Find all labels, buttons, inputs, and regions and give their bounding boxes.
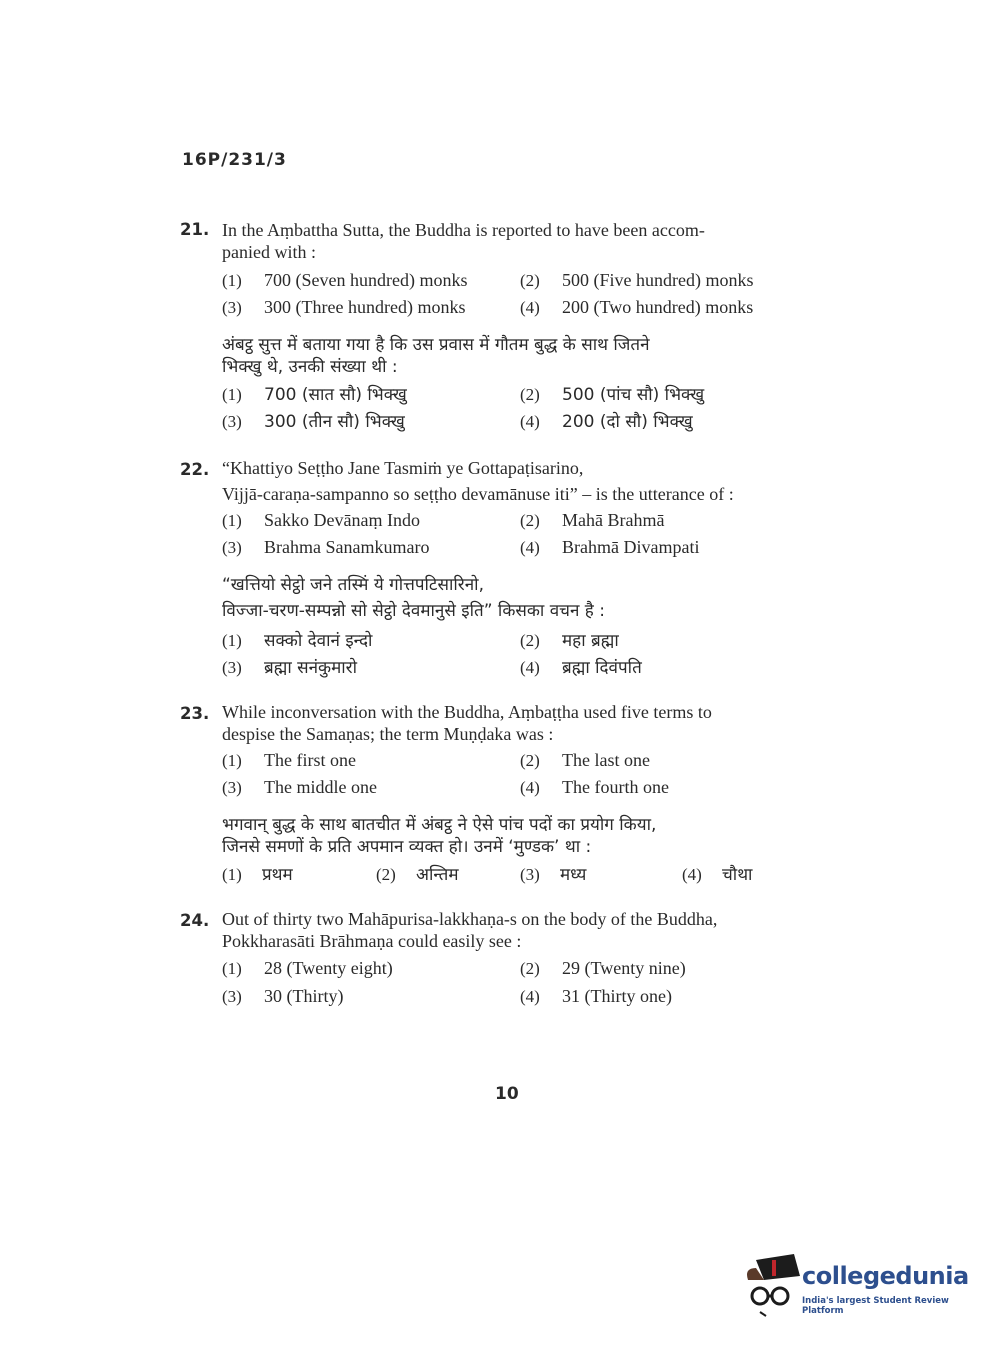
option-hi <box>520 655 642 678</box>
option-hi <box>520 628 619 651</box>
option-text: Brahma Sanamkumaro <box>264 537 430 557</box>
option-hi <box>520 862 586 885</box>
option-number: (1) <box>222 631 242 650</box>
question-text-en: While inconversation with the Buddha, Aṃbaṭṭha used five terms to <box>222 702 712 722</box>
question-text-en: panied with : <box>222 242 316 262</box>
option-en <box>520 297 753 318</box>
option-text: 500 (Five hundred) monks <box>562 270 754 290</box>
option-hi <box>222 862 293 885</box>
option-number: (1) <box>222 865 242 884</box>
option-text: 700 (सात सौ) भिक्खु <box>264 385 407 405</box>
question-text-en: despise the Samaṇas; the term Muṇḍaka was : <box>222 724 554 744</box>
option-hi <box>682 862 752 885</box>
option-text: The last one <box>562 750 650 770</box>
option-number: (3) <box>222 987 242 1006</box>
brand-tagline: India's largest Student Review Platform <box>802 1296 949 1316</box>
question-text-en: “Khattiyo Seṭṭho Jane Tasmiṁ ye Gottapaṭisarino, <box>222 458 584 478</box>
option-number: (1) <box>222 751 242 770</box>
question-text-en: Out of thirty two Mahāpurisa-lakkhaṇa-s on the body of the Buddha, <box>222 909 718 929</box>
option-en <box>222 958 393 979</box>
option-number: (2) <box>520 511 540 530</box>
option-hi <box>520 382 704 405</box>
option-number: (4) <box>520 298 540 317</box>
option-number: (3) <box>222 412 242 431</box>
option-hi <box>222 628 372 651</box>
option-hi <box>222 382 407 405</box>
mascot-icon <box>742 1250 802 1320</box>
option-en <box>520 750 650 771</box>
option-text: Mahā Brahmā <box>562 510 665 530</box>
option-number: (4) <box>520 778 540 797</box>
brand-name: collegedunia <box>802 1262 969 1290</box>
option-number: (1) <box>222 385 242 404</box>
option-text: प्रथम <box>262 865 293 885</box>
option-number: (1) <box>222 271 242 290</box>
option-text: अन्तिम <box>416 865 459 885</box>
option-text: The fourth one <box>562 777 669 797</box>
option-text: 500 (पांच सौ) भिक्खु <box>562 385 705 405</box>
option-number: (4) <box>520 987 540 1006</box>
option-en <box>520 958 686 979</box>
option-text: महा ब्रह्मा <box>562 631 619 651</box>
option-number: (2) <box>520 751 540 770</box>
question-text-hi: भिक्खु थे, उनकी संख्या थी : <box>222 357 398 377</box>
option-number: (2) <box>520 959 540 978</box>
option-hi <box>222 655 357 678</box>
option-hi <box>376 862 458 885</box>
question-number: 24. <box>180 911 210 930</box>
option-en <box>222 777 377 798</box>
option-number: (1) <box>222 959 242 978</box>
option-text: 200 (Two hundred) monks <box>562 297 754 317</box>
option-text: चौथा <box>722 865 753 885</box>
option-en <box>222 537 429 558</box>
question-text-hi: “खत्तियो सेट्ठो जने तस्मिं ये गोत्तपटिसारिनो, <box>222 575 484 595</box>
option-number: (4) <box>520 538 540 557</box>
question-number: 21. <box>180 220 210 239</box>
option-number: (3) <box>520 865 540 884</box>
option-en <box>222 750 356 771</box>
option-text: The first one <box>264 750 356 770</box>
option-number: (2) <box>520 271 540 290</box>
option-en <box>520 510 664 531</box>
question-text-en: Vijjā-caraṇa-sampanno so seṭṭho devamānuse iti” – is the utterance of : <box>222 484 734 504</box>
option-text: 700 (Seven hundred) monks <box>264 270 468 290</box>
collegedunia-logo <box>742 1250 972 1320</box>
option-number: (2) <box>520 385 540 404</box>
question-text-hi: अंबट्ठ सुत्त में बताया गया है कि उस प्रवास में गौतम बुद्ध के साथ जितने <box>222 335 650 355</box>
option-number: (4) <box>520 412 540 431</box>
page-number: 10 <box>495 1084 519 1104</box>
option-number: (3) <box>222 298 242 317</box>
option-hi <box>520 409 693 432</box>
option-text: 300 (Three hundred) monks <box>264 297 466 317</box>
question-text-hi: विज्जा-चरण-सम्पन्नो सो सेट्ठो देवमानुसे इति” किसका वचन है : <box>222 601 605 621</box>
option-number: (3) <box>222 538 242 557</box>
question-text-en: Pokkharasāti Brāhmaṇa could easily see : <box>222 931 522 951</box>
question-text-hi: भगवान् बुद्ध के साथ बातचीत में अंबट्ठ ने ऐसे पांच पदों का प्रयोग किया, <box>222 815 657 835</box>
option-number: (1) <box>222 511 242 530</box>
option-en <box>222 986 343 1007</box>
question-text-en: In the Aṃbattha Sutta, the Buddha is reported to have been accom- <box>222 220 705 240</box>
option-en <box>222 510 420 531</box>
option-text: 30 (Thirty) <box>264 986 344 1006</box>
question-number: 22. <box>180 460 210 479</box>
option-number: (2) <box>520 631 540 650</box>
question-text-hi: जिनसे समणों के प्रति अपमान व्यक्त हो। उनमें ‘मुण्डक’ था : <box>222 837 592 857</box>
option-number: (4) <box>520 658 540 677</box>
option-text: 29 (Twenty nine) <box>562 958 686 978</box>
option-number: (2) <box>376 865 396 884</box>
option-en <box>520 270 753 291</box>
question-number: 23. <box>180 704 210 723</box>
option-text: 200 (दो सौ) भिक्खु <box>562 412 693 432</box>
option-text: ब्रह्मा सनंकुमारो <box>264 658 358 678</box>
option-number: (3) <box>222 778 242 797</box>
paper-code: 16P/231/3 <box>182 150 287 170</box>
option-text: The middle one <box>264 777 377 797</box>
option-en <box>222 297 465 318</box>
option-en <box>222 270 467 291</box>
option-en <box>520 777 669 798</box>
option-text: सक्को देवानं इन्दो <box>264 631 373 651</box>
option-text: 28 (Twenty eight) <box>264 958 393 978</box>
option-hi <box>222 409 405 432</box>
option-text: Sakko Devānaṃ Indo <box>264 510 420 530</box>
option-text: 300 (तीन सौ) भिक्खु <box>264 412 405 432</box>
option-text: मध्य <box>560 865 587 885</box>
option-text: ब्रह्मा दिवंपति <box>562 658 642 678</box>
option-text: Brahmā Divampati <box>562 537 700 557</box>
option-text: 31 (Thirty one) <box>562 986 672 1006</box>
option-en <box>520 986 672 1007</box>
option-number: (4) <box>682 865 702 884</box>
option-en <box>520 537 699 558</box>
option-number: (3) <box>222 658 242 677</box>
